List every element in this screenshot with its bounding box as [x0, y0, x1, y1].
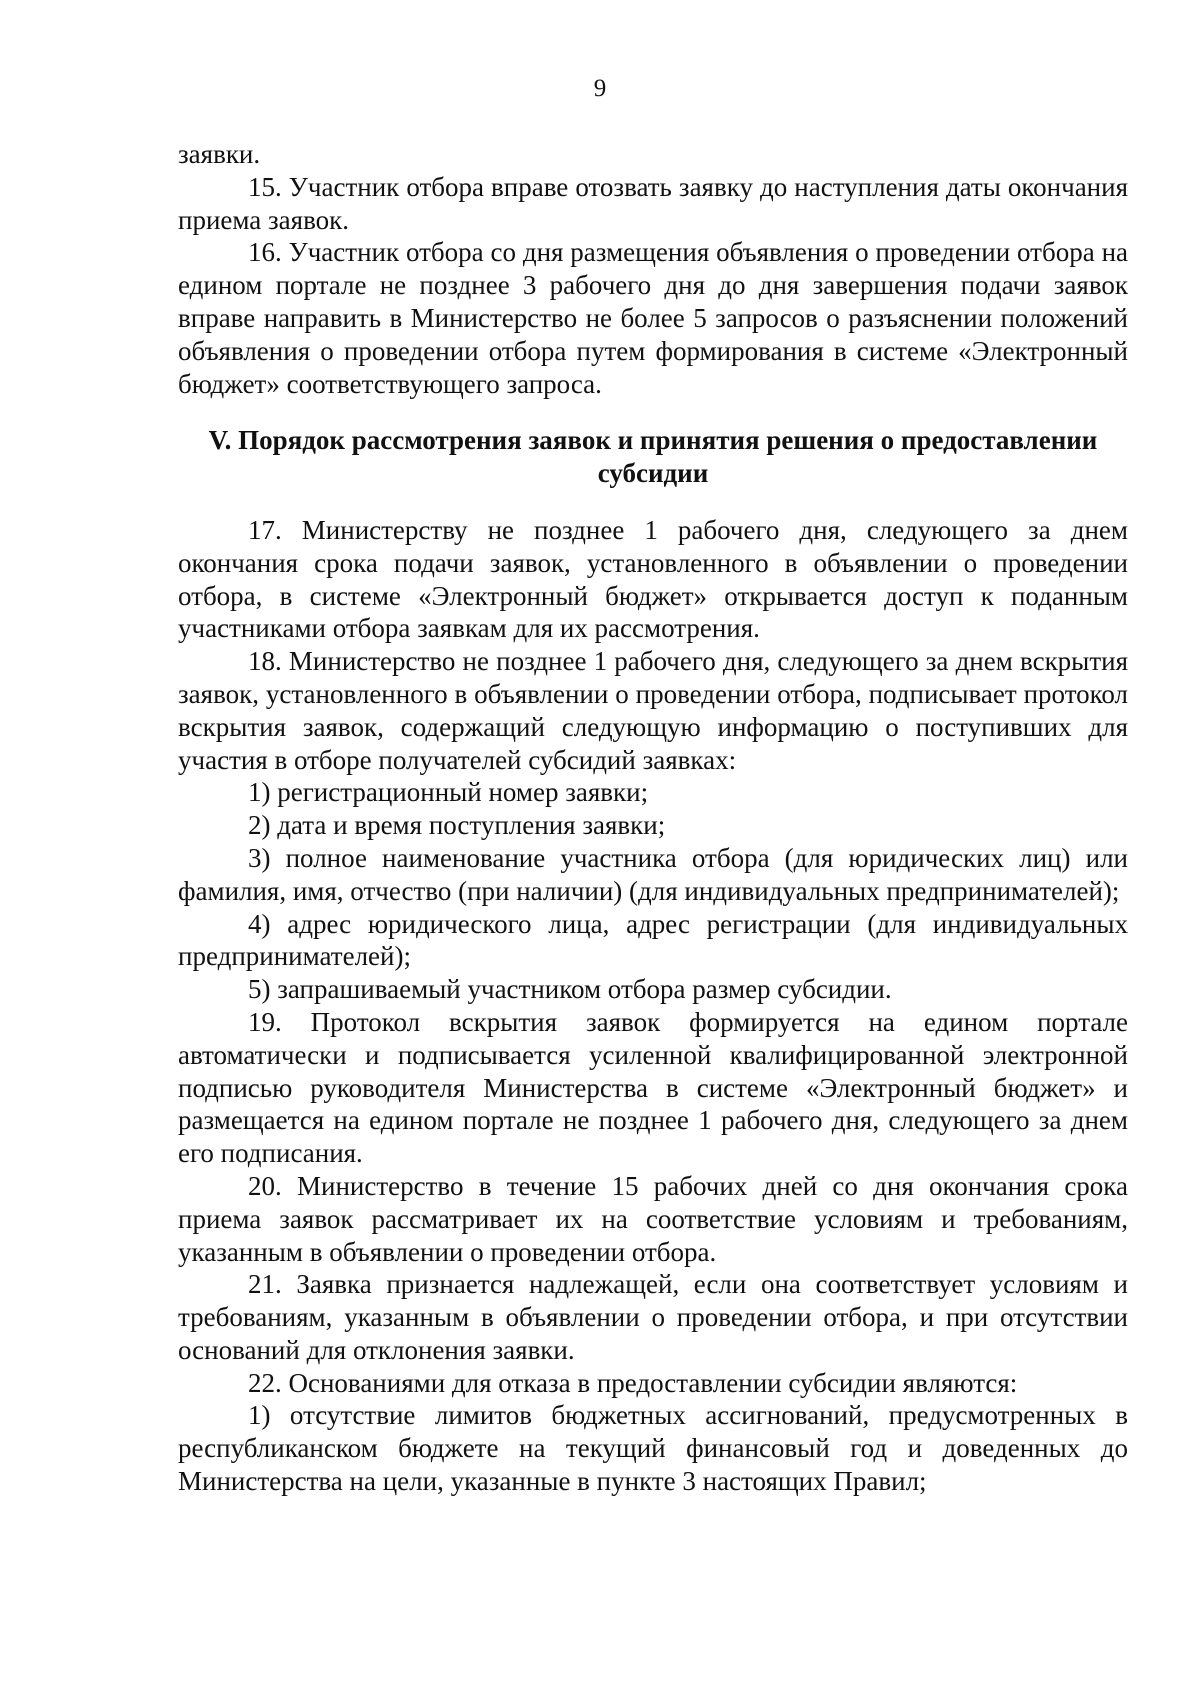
paragraph: заявки.	[178, 139, 261, 169]
paragraph: 16. Участник отбора со дня размещения объявления о проведении отбора на едином портале не позднее 3 рабочего дня до дня завершения подачи заявок вправе направить в Министерство не более 5 запросов о разъяснении положений объявления о проведении отбора путем формирования в системе «Электронный бюджет» соответствующего запроса.	[178, 237, 1128, 399]
paragraphs-after-heading	[178, 514, 1128, 1498]
paragraph: 18. Министерство не позднее 1 рабочего дня, следующего за днем вскрытия заявок, установленного в объявлении о проведении отбора, подписывает протокол вскрытия заявок, содержащий следующую информацию о поступивших для участия в отборе получателей субсидий заявках:	[178, 646, 1128, 775]
paragraph: 19. Протокол вскрытия заявок формируется на едином портале автоматически и подписывается усиленной квалифицированной электронной подписью руководителя Министерства в системе «Электронный бюджет» и размещается на едином портале не позднее 1 рабочего дня, следующего за днем его подписания.	[178, 1006, 1128, 1169]
paragraph: 1) отсутствие лимитов бюджетных ассигнований, предусмотренных в республиканском бюджете на текущий финансовый год и доведенных до Министерства на цели, указанные в пункте 3 настоящих Правил;	[178, 1400, 1128, 1497]
paragraph: 3) полное наименование участника отбора (для юридических лиц) или фамилия, имя, отчество (при наличии) (для индивидуальных предпринимателей);	[178, 842, 1128, 906]
paragraph: 2) дата и время поступления заявки;	[248, 810, 666, 841]
paragraph: 15. Участник отбора вправе отозвать заявку до наступления даты окончания приема заявок.	[178, 171, 1128, 235]
paragraph: 5) запрашиваемый участником отбора размер субсидии.	[248, 974, 892, 1005]
paragraph: 1) регистрационный номер заявки;	[248, 777, 649, 808]
section-heading: V. Порядок рассмотрения заявок и принятия решения о предоставлении субсидии	[208, 425, 1098, 489]
paragraph: 4) адрес юридического лица, адрес регистрации (для индивидуальных предпринимателей);	[178, 908, 1128, 972]
paragraph: 22. Основаниями для отказа в предоставлении субсидии являются:	[248, 1367, 1018, 1398]
paragraph: 20. Министерство в течение 15 рабочих дней со дня окончания срока приема заявок рассматривает их на соответствие условиям и требованиям, указанным в объявлении о проведении отбора.	[178, 1170, 1128, 1267]
paragraph: 21. Заявка признается надлежащей, если она соответствует условиям и требованиям, указанным в объявлении о проведении отбора, и при отсутствии оснований для отклонения заявки.	[178, 1269, 1128, 1365]
paragraphs-before-heading	[178, 138, 1128, 400]
paragraph: 17. Министерству не позднее 1 рабочего дня, следующего за днем окончания срока подачи заявок, установленного в объявлении о проведении отбора, в системе «Электронный бюджет» открывается доступ к поданным участниками отбора заявкам для их рассмотрения.	[178, 514, 1128, 644]
document-body	[178, 138, 1128, 1498]
page-number: 9	[593, 75, 607, 102]
